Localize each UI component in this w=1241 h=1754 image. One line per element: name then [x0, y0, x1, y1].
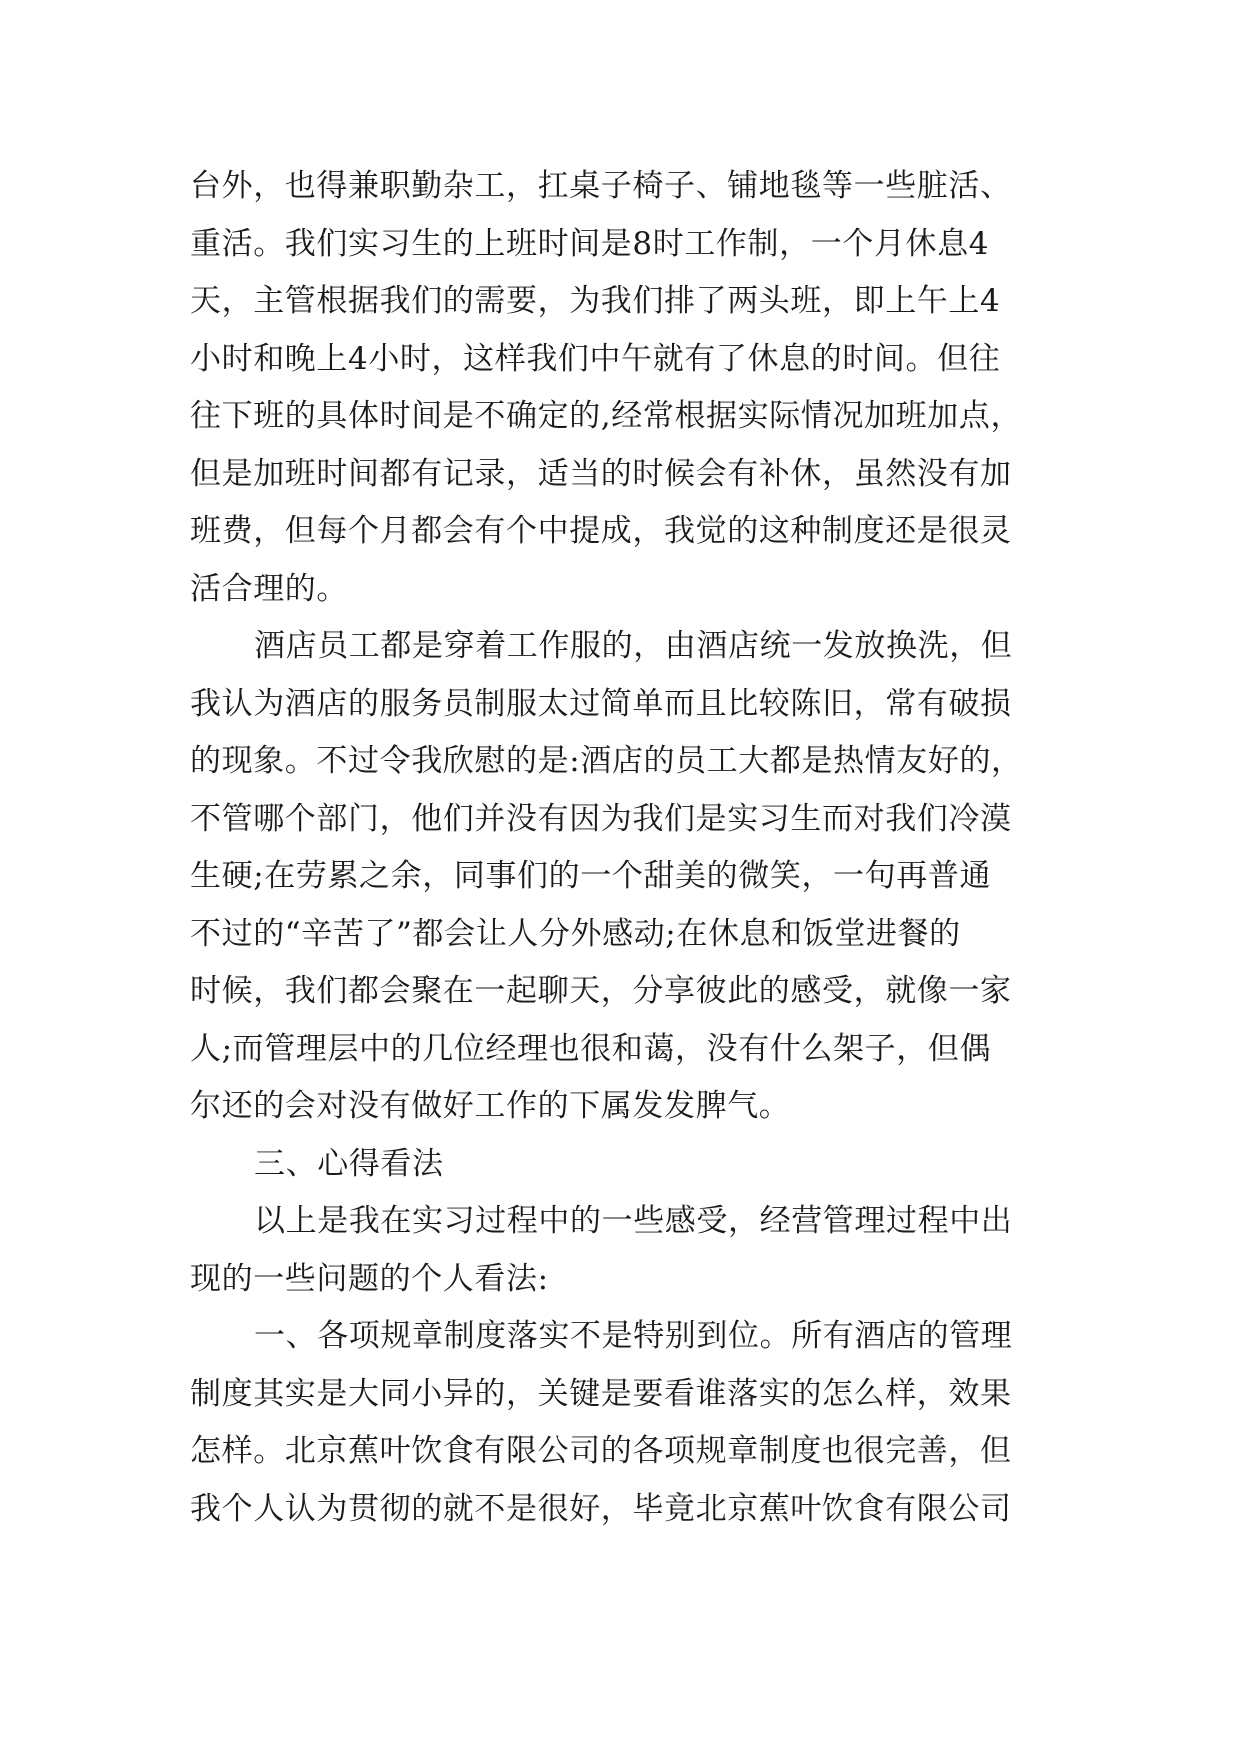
text-line-14: 不过的“辛苦了”都会让人分外感动;在休息和饭堂进餐的	[190, 915, 961, 952]
text-line-16: 人;而管理层中的几位经理也很和蔼，没有什么架子，但偶	[190, 1030, 992, 1067]
text-line-19: 以上是我在实习过程中的一些感受，经营管理过程中出	[254, 1203, 1013, 1239]
document-body	[190, 158, 1050, 1538]
text-line-15: 时候，我们都会聚在一起聊天，分享彼此的感受，就像一家	[190, 973, 1012, 1009]
text-line-5: 往下班的具体时间是不确定的,经常根据实际情况加班加点，	[190, 398, 1023, 434]
section-heading: 三、心得看法	[254, 1145, 444, 1182]
text-line-20: 现的一些问题的个人看法:	[190, 1260, 549, 1297]
text-line-22: 制度其实是大同小异的，关键是要看谁落实的怎么样，效果	[190, 1375, 1012, 1412]
text-line-12: 不管哪个部门，他们并没有因为我们是实习生而对我们冷漠	[190, 800, 1012, 837]
text-line-2: 重活。我们实习生的上班时间是8时工作制，一个月休息4	[190, 225, 990, 262]
text-line-7: 班费，但每个月都会有个中提成，我觉的这种制度还是很灵	[190, 513, 1012, 549]
text-line-23: 怎样。北京蕉叶饮食有限公司的各项规章制度也很完善，但	[190, 1433, 1012, 1469]
text-line-1: 台外，也得兼职勤杂工，扛桌子椅子、铺地毯等一些脏活、	[190, 168, 1012, 204]
text-line-21: 一、各项规章制度落实不是特别到位。所有酒店的管理	[254, 1318, 1013, 1354]
text-line-6: 但是加班时间都有记录，适当的时候会有补休，虽然没有加	[190, 455, 1012, 492]
text-line-10: 我认为酒店的服务员制服太过简单而且比较陈旧，常有破损	[190, 685, 1012, 722]
text-line-4: 小时和晚上4小时，这样我们中午就有了休息的时间。但往	[190, 340, 1001, 377]
text-line-17: 尔还的会对没有做好工作的下属发发脾气。	[190, 1088, 791, 1124]
text-line-11: 的现象。不过令我欣慰的是:酒店的员工大都是热情友好的，	[190, 743, 1023, 779]
text-line-8: 活合理的。	[190, 570, 348, 607]
text-line-13: 生硬;在劳累之余，同事们的一个甜美的微笑，一句再普通	[190, 858, 992, 894]
text-line-3: 天，主管根据我们的需要，为我们排了两头班，即上午上4	[190, 283, 1001, 319]
text-line-24: 我个人认为贯彻的就不是很好，毕竟北京蕉叶饮食有限公司	[190, 1490, 1012, 1527]
text-line-9: 酒店员工都是穿着工作服的，由酒店统一发放换洗，但	[254, 628, 1013, 664]
